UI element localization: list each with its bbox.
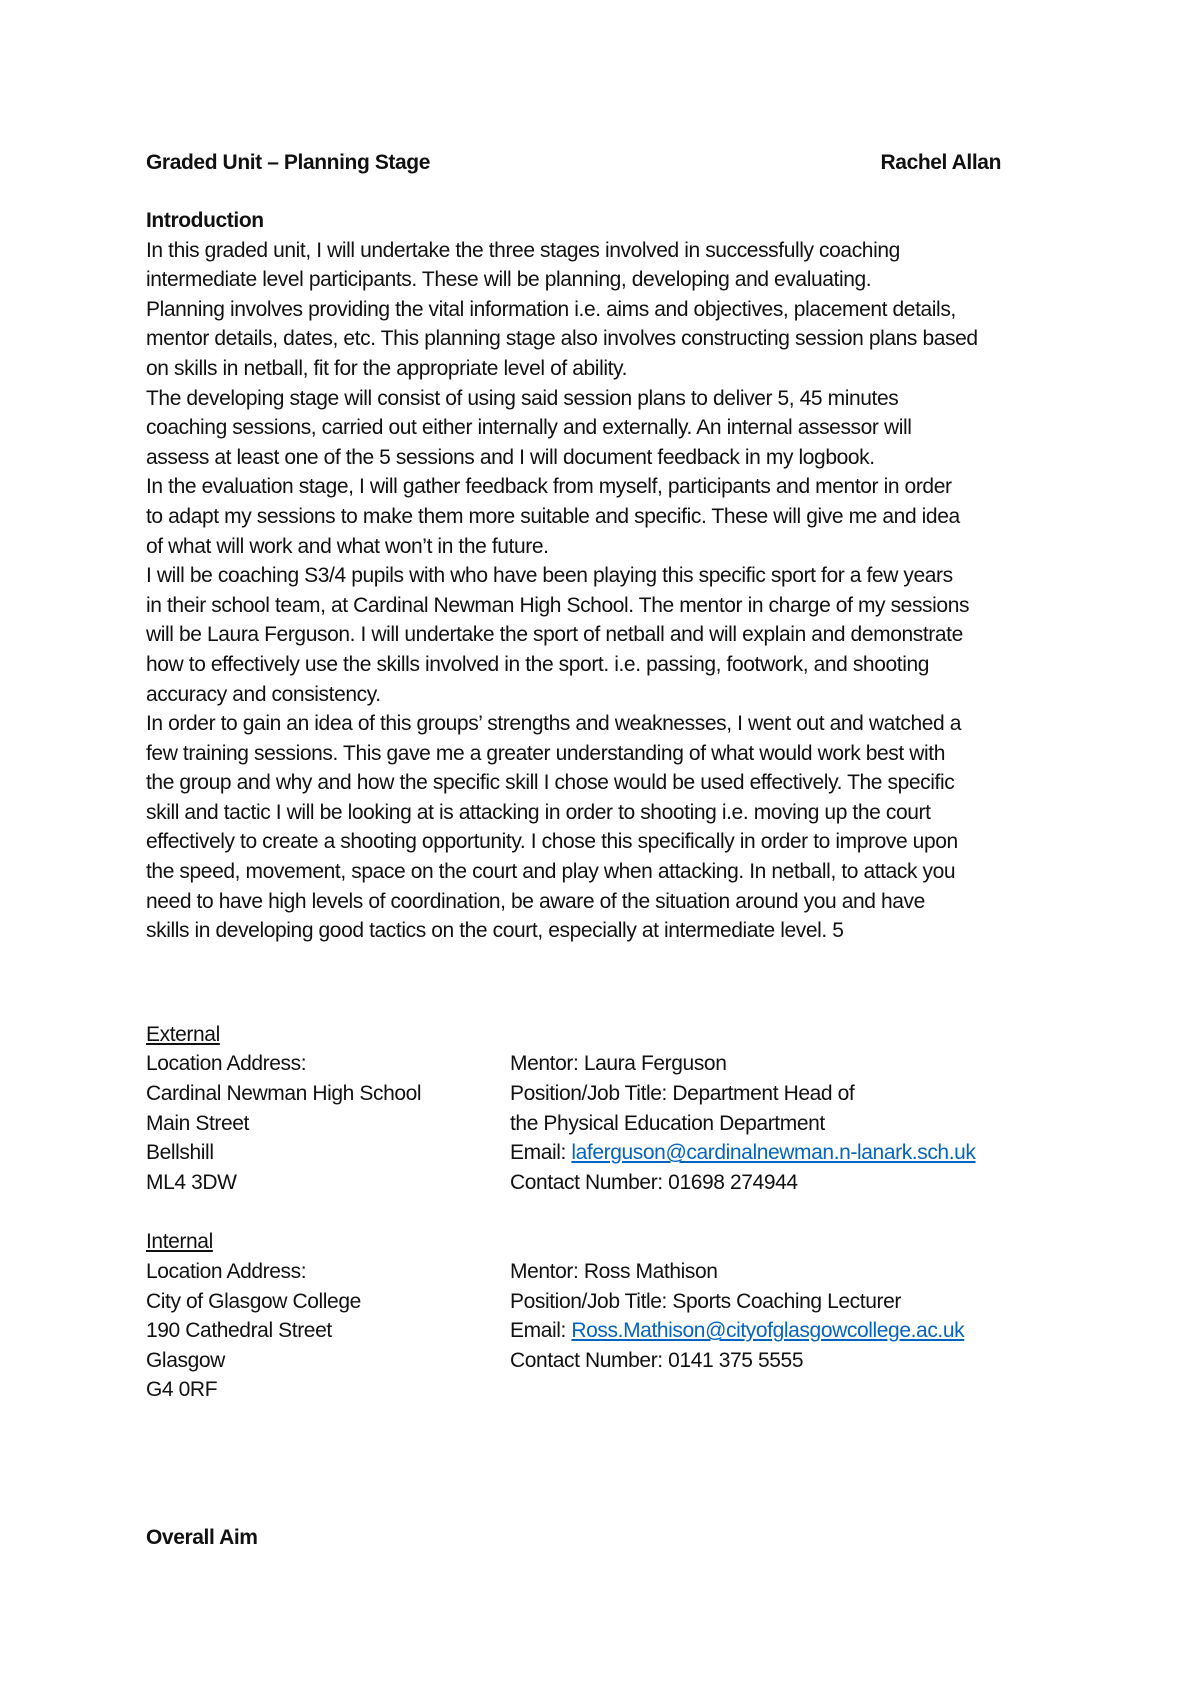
mentor-email-row <box>510 1138 1076 1168</box>
intro-line: In this graded unit, I will undertake the three stages involved in successfully coaching <box>146 238 900 262</box>
intro-line: how to effectively use the skills involved in the sport. i.e. passing, footwork, and shooting <box>146 652 930 676</box>
internal-mentor <box>510 1257 1076 1405</box>
external-mentor <box>510 1049 1076 1197</box>
intro-line: intermediate level participants. These will be planning, developing and evaluating. <box>146 268 872 292</box>
intro-line: coaching sessions, carried out either internally and externally. An internal assessor will <box>146 416 912 440</box>
intro-line: In the evaluation stage, I will gather feedback from myself, participants and mentor in order <box>146 475 952 499</box>
introduction-text <box>146 236 1076 946</box>
internal-details <box>146 1257 1076 1405</box>
address-line: 190 Cathedral Street <box>146 1319 332 1343</box>
intro-line: I will be coaching S3/4 pupils with who have been playing this specific sport for a few years <box>146 564 953 588</box>
mentor-email-link[interactable]: laferguson@cardinalnewman.n-lanark.sch.uk <box>571 1141 976 1165</box>
intro-line: In order to gain an idea of this groups’ strengths and weaknesses, I went out and watched a <box>146 712 962 736</box>
spacer <box>146 1197 1076 1227</box>
mentor-email-link[interactable]: Ross.Mathison@cityofglasgowcollege.ac.uk <box>571 1319 965 1343</box>
intro-line: of what will work and what won’t in the future. <box>146 534 549 558</box>
intro-line: Planning involves providing the vital information i.e. aims and objectives, placement details, <box>146 297 956 321</box>
mentor-contact: Contact Number: 0141 375 5555 <box>510 1348 804 1372</box>
internal-heading: Internal <box>146 1230 213 1254</box>
intro-line: effectively to create a shooting opportunity. I chose this specifically in order to improve upon <box>146 830 958 854</box>
spacer <box>146 1405 1076 1523</box>
document-title: Graded Unit – Planning Stage <box>146 151 431 174</box>
address-line: Cardinal Newman High School <box>146 1082 422 1106</box>
address-label: Location Address: <box>146 1052 307 1076</box>
intro-line: skills in developing good tactics on the court, especially at intermediate level. 5 <box>146 919 844 943</box>
intro-line: the group and why and how the specific skill I chose would be used effectively. The specific <box>146 771 955 795</box>
address-line: G4 0RF <box>146 1378 218 1402</box>
mentor-position: Position/Job Title: Department Head of <box>510 1082 855 1106</box>
intro-line: to adapt my sessions to make them more suitable and specific. These will give me and idea <box>146 504 960 528</box>
intro-line: will be Laura Ferguson. I will undertake the sport of netball and will explain and demonstrate <box>146 623 963 647</box>
intro-line: assess at least one of the 5 sessions and I will document feedback in my logbook. <box>146 445 875 469</box>
mentor-position-cont: the Physical Education Department <box>510 1111 825 1135</box>
mentor-contact: Contact Number: 01698 274944 <box>510 1170 798 1194</box>
intro-line: need to have high levels of coordination, be aware of the situation around you and have <box>146 889 925 913</box>
intro-line: mentor details, dates, etc. This planning stage also involves constructing session plans based <box>146 327 978 351</box>
address-label: Location Address: <box>146 1260 307 1283</box>
internal-section <box>146 1227 1076 1405</box>
external-details <box>146 1049 1076 1197</box>
external-section <box>146 1020 1076 1198</box>
address-line: Bellshill <box>146 1141 214 1165</box>
email-label: Email: <box>510 1141 572 1165</box>
address-line: Main Street <box>146 1111 249 1135</box>
intro-line: on skills in netball, fit for the appropriate level of ability. <box>146 356 628 380</box>
external-address <box>146 1049 510 1197</box>
external-heading: External <box>146 1022 220 1046</box>
mentor-email-row <box>510 1316 1076 1346</box>
mentor-name: Mentor: Laura Ferguson <box>510 1052 727 1076</box>
intro-line: in their school team, at Cardinal Newman High School. The mentor in charge of my sessions <box>146 593 970 617</box>
spacer <box>146 946 1076 1020</box>
intro-line: the speed, movement, space on the court and play when attacking. In netball, to attack you <box>146 860 956 884</box>
introduction-heading: Introduction <box>146 209 264 232</box>
document-header <box>146 148 1001 178</box>
address-line: ML4 3DW <box>146 1170 237 1194</box>
intro-line: accuracy and consistency. <box>146 682 381 706</box>
mentor-name: Mentor: Ross Mathison <box>510 1260 718 1283</box>
address-line: Glasgow <box>146 1348 225 1372</box>
address-line: City of Glasgow College <box>146 1289 361 1313</box>
intro-line: The developing stage will consist of using said session plans to deliver 5, 45 minutes <box>146 386 899 410</box>
intro-line: skill and tactic I will be looking at is attacking in order to shooting i.e. moving up the court <box>146 800 931 824</box>
overall-aim-heading: Overall Aim <box>146 1525 258 1549</box>
mentor-position: Position/Job Title: Sports Coaching Lecturer <box>510 1289 901 1313</box>
intro-line: few training sessions. This gave me a greater understanding of what would work best with <box>146 741 946 765</box>
author-name: Rachel Allan <box>880 151 1001 174</box>
internal-address <box>146 1257 510 1405</box>
email-label: Email: <box>510 1319 572 1343</box>
document-body <box>146 148 1076 1553</box>
